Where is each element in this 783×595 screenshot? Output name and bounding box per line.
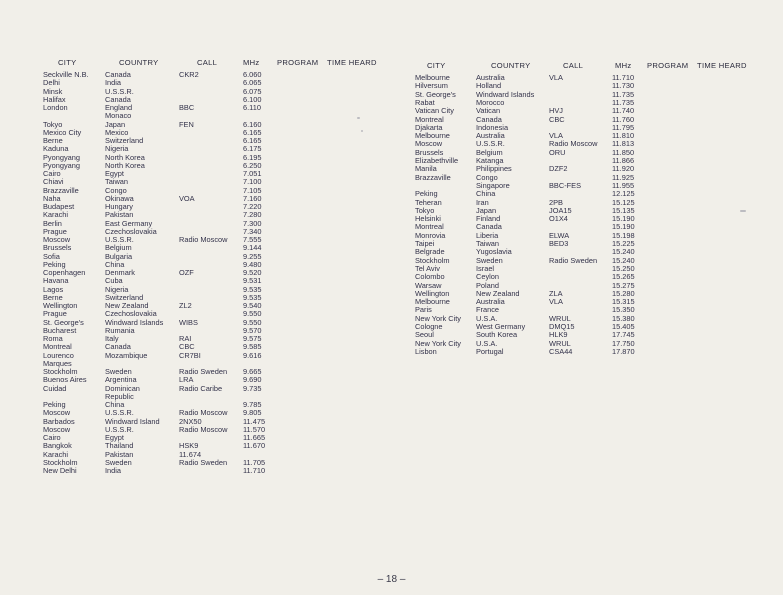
- station-country: New Zealand: [105, 301, 149, 310]
- station-mhz: 17.750: [612, 338, 635, 348]
- station-city: Moscow: [415, 139, 443, 149]
- station-city: Chiavi: [43, 177, 64, 187]
- station-call: BBC-FES: [549, 180, 582, 190]
- station-mhz: 15.135: [612, 205, 635, 215]
- station-country: Czechoslovakia: [105, 309, 157, 319]
- station-country: Cuba: [105, 276, 123, 286]
- station-city: Marques: [43, 358, 72, 368]
- station-country: West Germany: [476, 322, 526, 331]
- station-mhz: 11.760: [612, 114, 635, 124]
- station-mhz: 7.300: [243, 218, 262, 228]
- station-country: Nigeria: [105, 284, 129, 294]
- station-city: Karachi: [43, 449, 69, 459]
- station-country: Belgium: [105, 243, 132, 253]
- station-mhz: 15.315: [612, 297, 635, 307]
- station-country: Finland: [476, 214, 501, 224]
- station-city: Moscow: [43, 424, 71, 434]
- station-mhz: 15.198: [612, 230, 635, 240]
- station-call: DZF2: [549, 164, 568, 174]
- station-city: Berlin: [43, 218, 62, 228]
- station-country: Rumania: [105, 325, 135, 335]
- station-city: Havana: [43, 276, 69, 286]
- station-country: Belgium: [476, 147, 503, 157]
- station-call: Radio Sweden: [179, 457, 228, 467]
- station-mhz: 9.535: [243, 292, 262, 302]
- station-country: Philippines: [476, 164, 512, 174]
- station-country: Ceylon: [476, 272, 500, 282]
- station-city: New York City: [415, 338, 462, 348]
- station-city: New Delhi: [43, 466, 77, 475]
- station-city: Hilversum: [415, 81, 448, 91]
- station-city: Halifax: [43, 94, 66, 104]
- station-country: Japan: [105, 119, 126, 129]
- station-city: Cuidad: [43, 383, 67, 393]
- station-country: East Germany: [105, 218, 153, 228]
- station-call: VOA: [179, 193, 195, 203]
- station-mhz: 11.665: [243, 433, 266, 442]
- station-call: Radio Sweden: [179, 367, 228, 376]
- station-mhz: 6.100: [243, 94, 262, 104]
- station-mhz: 9.805: [243, 408, 262, 418]
- station-city: Stockholm: [415, 255, 450, 265]
- station-mhz: 9.531: [243, 276, 262, 286]
- station-city: Peking: [415, 189, 438, 199]
- station-mhz: 15.240: [612, 255, 635, 265]
- station-country: Sweden: [105, 367, 132, 376]
- station-city: Montreal: [43, 342, 72, 352]
- station-country: China: [105, 259, 125, 269]
- station-mhz: 11.710: [243, 466, 266, 475]
- station-mhz: 15.380: [612, 313, 635, 323]
- station-mhz: 15.125: [612, 197, 635, 207]
- station-country: India: [105, 78, 122, 88]
- station-country: Canada: [105, 342, 131, 352]
- station-city: Wellington: [43, 301, 78, 310]
- station-call: JOA15: [549, 205, 572, 215]
- station-city: Berne: [43, 136, 63, 145]
- station-city: Peking: [43, 400, 66, 409]
- station-mhz: 15.190: [612, 214, 635, 224]
- station-country: North Korea: [105, 152, 145, 162]
- station-mhz: 9.540: [243, 301, 262, 310]
- station-country: Poland: [476, 280, 500, 290]
- station-country: Windward Islands: [476, 89, 535, 99]
- station-call: FEN: [179, 119, 194, 129]
- station-country: U.S.S.R.: [476, 139, 505, 149]
- station-call: Radio Moscow: [179, 424, 228, 434]
- station-mhz: 7.555: [243, 235, 262, 244]
- station-city: Roma: [43, 334, 63, 343]
- station-call: CBC: [179, 342, 195, 352]
- station-mhz: 9.785: [243, 400, 262, 409]
- station-mhz: 11.705: [243, 457, 266, 467]
- station-country: U.S.S.R.: [105, 408, 134, 418]
- station-mhz: 11.570: [243, 424, 266, 434]
- station-country: North Korea: [105, 160, 145, 170]
- station-country: Canada: [476, 222, 502, 232]
- station-mhz: 6.065: [243, 78, 262, 88]
- station-call: VLA: [549, 131, 563, 141]
- station-city: Monrovia: [415, 230, 446, 240]
- station-country: Sweden: [476, 255, 503, 265]
- station-call: CBC: [549, 114, 565, 124]
- station-country: Katanga: [476, 156, 504, 165]
- station-mhz: 6.110: [243, 103, 261, 112]
- station-call: HVJ: [549, 106, 563, 116]
- station-city: Peking: [43, 259, 66, 269]
- station-mhz: 6.250: [243, 160, 262, 170]
- station-city: Mexico City: [43, 127, 82, 137]
- station-call: CR7BI: [179, 350, 201, 360]
- station-city: Seckville N.B.: [43, 70, 89, 79]
- station-country: U.S.A.: [476, 338, 498, 348]
- station-country: Argentina: [105, 375, 137, 385]
- station-city: Rabat: [415, 97, 435, 107]
- station-mhz: 6.165: [243, 136, 262, 145]
- station-mhz: 7.105: [243, 185, 262, 195]
- station-city: Montreal: [415, 114, 444, 124]
- station-country: Morocco: [476, 97, 505, 107]
- header-program: PROGRAM: [647, 61, 689, 70]
- station-mhz: 11.740: [612, 106, 635, 116]
- station-city: Brussels: [415, 147, 444, 157]
- station-city: Cairo: [43, 433, 61, 442]
- station-city: Brazzaville: [43, 185, 79, 195]
- station-mhz: 11.955: [612, 180, 635, 190]
- station-mhz: 9.535: [243, 284, 262, 294]
- station-mhz: 11.925: [612, 172, 635, 182]
- station-city: Manila: [415, 164, 437, 174]
- station-call: CSA44: [549, 346, 573, 356]
- station-mhz: 11.795: [612, 122, 635, 132]
- station-country: U.S.S.R.: [105, 235, 134, 244]
- station-country: Taiwan: [105, 177, 129, 187]
- station-mhz: 7.051: [243, 169, 262, 178]
- station-mhz: 11.475: [243, 416, 266, 426]
- paper-speck: [740, 210, 746, 212]
- station-mhz: 7.220: [243, 202, 262, 211]
- station-city: Naha: [43, 193, 61, 203]
- station-mhz: 11.920: [612, 164, 635, 174]
- station-call: CKR2: [179, 70, 199, 79]
- station-country: New Zealand: [476, 288, 520, 298]
- station-city: Moscow: [43, 235, 71, 244]
- station-country: Indonesia: [476, 122, 509, 132]
- station-call: 11.674: [179, 449, 202, 459]
- station-mhz: 6.075: [243, 86, 262, 96]
- station-mhz: 9.665: [243, 367, 262, 376]
- station-country: Windward Islands: [105, 317, 164, 327]
- station-mhz: 9.575: [243, 334, 262, 343]
- station-mhz: 7.160: [243, 193, 262, 203]
- station-call: VLA: [549, 73, 563, 82]
- station-mhz: 9.616: [243, 350, 262, 360]
- station-city: Moscow: [43, 408, 71, 418]
- station-country: China: [476, 189, 496, 199]
- station-city: Barbados: [43, 416, 75, 426]
- station-country: Hungary: [105, 202, 133, 211]
- station-mhz: 9.690: [243, 375, 262, 385]
- station-country: Nigeria: [105, 144, 129, 154]
- header-program: PROGRAM: [277, 58, 319, 67]
- station-city: Stockholm: [43, 457, 78, 467]
- station-country: England: [105, 103, 133, 112]
- station-mhz: 15.265: [612, 272, 635, 282]
- station-country: France: [476, 305, 500, 315]
- station-city: Sofia: [43, 251, 60, 261]
- station-country: Switzerland: [105, 136, 144, 145]
- station-mhz: 9.570: [243, 325, 262, 335]
- station-city: Belgrade: [415, 247, 445, 257]
- station-call: 2PB: [549, 197, 563, 207]
- station-country: Canada: [105, 70, 131, 79]
- station-country: Pakistan: [105, 449, 134, 459]
- station-call: Radio Moscow: [179, 408, 228, 418]
- station-mhz: 17.870: [612, 346, 635, 356]
- station-call: O1X4: [549, 214, 568, 224]
- station-country: Holland: [476, 81, 502, 91]
- station-city: Prague: [43, 309, 67, 319]
- station-call: OZF: [179, 268, 194, 277]
- station-country: Taiwan: [476, 239, 500, 248]
- station-mhz: 11.866: [612, 156, 635, 165]
- station-country: Republic: [105, 391, 134, 401]
- station-mhz: 9.255: [243, 251, 262, 261]
- station-mhz: 15.225: [612, 239, 635, 248]
- station-city: Melbourne: [415, 297, 450, 307]
- station-mhz: 15.240: [612, 247, 635, 257]
- station-call: WRUL: [549, 313, 571, 323]
- station-country: India: [105, 466, 122, 475]
- header-country: COUNTRY: [119, 58, 159, 67]
- station-country: Canada: [476, 114, 502, 124]
- station-city: Lagos: [43, 284, 64, 294]
- station-city: Karachi: [43, 210, 69, 220]
- station-mhz: 6.160: [243, 119, 262, 129]
- station-city: Vatican City: [415, 106, 454, 116]
- station-city: Brussels: [43, 243, 72, 253]
- station-mhz: 11.710: [612, 73, 635, 82]
- station-mhz: 7.280: [243, 210, 262, 220]
- station-country: Yugoslavia: [476, 247, 512, 257]
- station-country: Mexico: [105, 127, 129, 137]
- station-mhz: 12.125: [612, 189, 635, 199]
- station-city: Taipei: [415, 239, 435, 248]
- station-mhz: 9.480: [243, 259, 262, 269]
- station-country: Monaco: [105, 111, 132, 121]
- station-mhz: 6.060: [243, 70, 262, 79]
- station-city: Lourenco: [43, 350, 74, 360]
- station-country: Congo: [105, 185, 127, 195]
- station-country: Mozambique: [105, 350, 148, 360]
- station-country: South Korea: [476, 330, 518, 340]
- station-city: Melbourne: [415, 131, 450, 141]
- header-call: CALL: [197, 58, 218, 67]
- station-mhz: 9.585: [243, 342, 262, 352]
- station-city: Prague: [43, 226, 67, 236]
- station-city: Cairo: [43, 169, 61, 178]
- station-city: St. George's: [415, 89, 456, 99]
- station-country: Thailand: [105, 441, 134, 451]
- station-call: ORU: [549, 147, 566, 157]
- station-country: Canada: [105, 94, 131, 104]
- station-call: Radio Moscow: [549, 139, 598, 149]
- station-mhz: 15.250: [612, 263, 635, 273]
- station-country: Czechoslovakia: [105, 226, 157, 236]
- station-city: Colombo: [415, 272, 445, 282]
- station-city: Warsaw: [415, 280, 442, 290]
- station-country: U.S.A.: [476, 313, 498, 323]
- station-country: Egypt: [105, 169, 124, 178]
- station-country: Switzerland: [105, 292, 144, 302]
- station-mhz: 15.275: [612, 280, 635, 290]
- station-country: Australia: [476, 131, 505, 141]
- station-country: Portugal: [476, 346, 504, 356]
- station-call: BBC: [179, 103, 195, 112]
- station-mhz: 6.195: [243, 152, 262, 162]
- station-call: ELWA: [549, 230, 570, 240]
- station-call: ZL2: [179, 301, 192, 310]
- station-call: Radio Caribe: [179, 383, 223, 393]
- station-country: Singapore: [476, 180, 510, 190]
- station-city: Budapest: [43, 202, 75, 211]
- station-mhz: 17.745: [612, 330, 635, 340]
- station-country: Denmark: [105, 268, 135, 277]
- station-city: Djakarta: [415, 122, 443, 132]
- station-city: Tokyo: [415, 205, 435, 215]
- page-number: – 18 –: [377, 574, 406, 585]
- station-call: Radio Moscow: [179, 235, 228, 244]
- station-city: New York City: [415, 313, 462, 323]
- station-city: Brazzaville: [415, 172, 451, 182]
- station-call: HLK9: [549, 330, 568, 340]
- station-city: Lisbon: [415, 346, 437, 356]
- station-call: DMQ15: [549, 322, 575, 331]
- station-city: Copenhagen: [43, 268, 86, 277]
- station-mhz: 15.190: [612, 222, 635, 232]
- station-country: Iran: [476, 197, 489, 207]
- station-country: Italy: [105, 334, 119, 343]
- station-mhz: 7.340: [243, 226, 262, 236]
- station-city: Delhi: [43, 78, 60, 88]
- station-call: BED3: [549, 239, 569, 248]
- station-city: Bangkok: [43, 441, 72, 451]
- station-city: Montreal: [415, 222, 444, 232]
- station-country: Australia: [476, 73, 505, 82]
- station-country: Egypt: [105, 433, 124, 442]
- station-city: Teheran: [415, 197, 442, 207]
- station-country: China: [105, 400, 125, 409]
- header-time-heard: TIME HEARD: [327, 58, 377, 67]
- station-mhz: 9.550: [243, 309, 262, 319]
- station-mhz: 7.100: [243, 177, 262, 187]
- station-city: Tokyo: [43, 119, 63, 129]
- station-country: U.S.S.R.: [105, 86, 134, 96]
- station-city: Wellington: [415, 288, 450, 298]
- station-mhz: 15.350: [612, 305, 635, 315]
- station-country: Australia: [476, 297, 505, 307]
- header-time-heard: TIME HEARD: [697, 61, 747, 70]
- station-country: Okinawa: [105, 193, 134, 203]
- station-mhz: 15.405: [612, 322, 635, 331]
- station-country: Liberia: [476, 230, 499, 240]
- station-city: Pyongyang: [43, 160, 80, 170]
- station-city: Paris: [415, 305, 432, 315]
- station-mhz: 11.735: [612, 97, 635, 107]
- station-call: WIBS: [179, 317, 198, 327]
- station-mhz: 9.520: [243, 268, 262, 277]
- station-mhz: 11.670: [243, 441, 266, 451]
- station-city: Tel Aviv: [415, 263, 440, 273]
- header-city: CITY: [427, 61, 446, 70]
- station-mhz: 6.175: [243, 144, 262, 154]
- station-city: Helsinki: [415, 214, 441, 224]
- station-country: Windward Island: [105, 416, 160, 426]
- station-city: St. George's: [43, 317, 84, 327]
- station-country: Israel: [476, 263, 495, 273]
- station-call: WRUL: [549, 338, 571, 348]
- paper-speck: [357, 117, 360, 119]
- station-city: Stockholm: [43, 367, 78, 376]
- station-mhz: 6.165: [243, 127, 262, 137]
- station-call: 2NX50: [179, 416, 202, 426]
- header-country: COUNTRY: [491, 61, 531, 70]
- station-city: Pyongyang: [43, 152, 80, 162]
- station-country: Pakistan: [105, 210, 134, 220]
- station-city: Buenos Aires: [43, 375, 87, 385]
- header-call: CALL: [563, 61, 584, 70]
- station-city: London: [43, 103, 68, 112]
- station-country: Dominican: [105, 383, 140, 393]
- station-country: Sweden: [105, 457, 132, 467]
- station-call: RAI: [179, 334, 192, 343]
- station-mhz: 11.810: [612, 131, 635, 141]
- station-mhz: 9.144: [243, 243, 262, 253]
- station-city: Berne: [43, 292, 63, 302]
- station-mhz: 9.735: [243, 383, 262, 393]
- paper-speck: [361, 130, 363, 132]
- header-city: CITY: [58, 58, 77, 67]
- station-country: Vatican: [476, 106, 501, 116]
- station-city: Kaduna: [43, 144, 69, 154]
- station-mhz: 11.850: [612, 147, 635, 157]
- station-call: LRA: [179, 375, 194, 385]
- station-country: Japan: [476, 205, 497, 215]
- station-call: Radio Sweden: [549, 255, 598, 265]
- station-mhz: 11.730: [612, 81, 635, 91]
- station-country: Congo: [476, 172, 498, 182]
- station-mhz: 9.550: [243, 317, 262, 327]
- station-mhz: 15.280: [612, 288, 635, 298]
- station-call: HSK9: [179, 441, 199, 451]
- station-country: U.S.S.R.: [105, 424, 134, 434]
- station-city: Melbourne: [415, 73, 450, 82]
- header-mhz: MHz: [615, 61, 632, 70]
- station-mhz: 11.813: [612, 139, 635, 149]
- station-call: VLA: [549, 297, 563, 307]
- station-mhz: 11.735: [612, 89, 635, 99]
- station-city: Elizabethville: [415, 156, 459, 165]
- station-country: Bulgaria: [105, 251, 133, 261]
- station-call: ZLA: [549, 288, 563, 298]
- header-mhz: MHz: [243, 58, 260, 67]
- station-city: Bucharest: [43, 325, 77, 335]
- station-city: Cologne: [415, 322, 443, 331]
- station-city: Seoul: [415, 330, 434, 340]
- station-city: Minsk: [43, 86, 63, 96]
